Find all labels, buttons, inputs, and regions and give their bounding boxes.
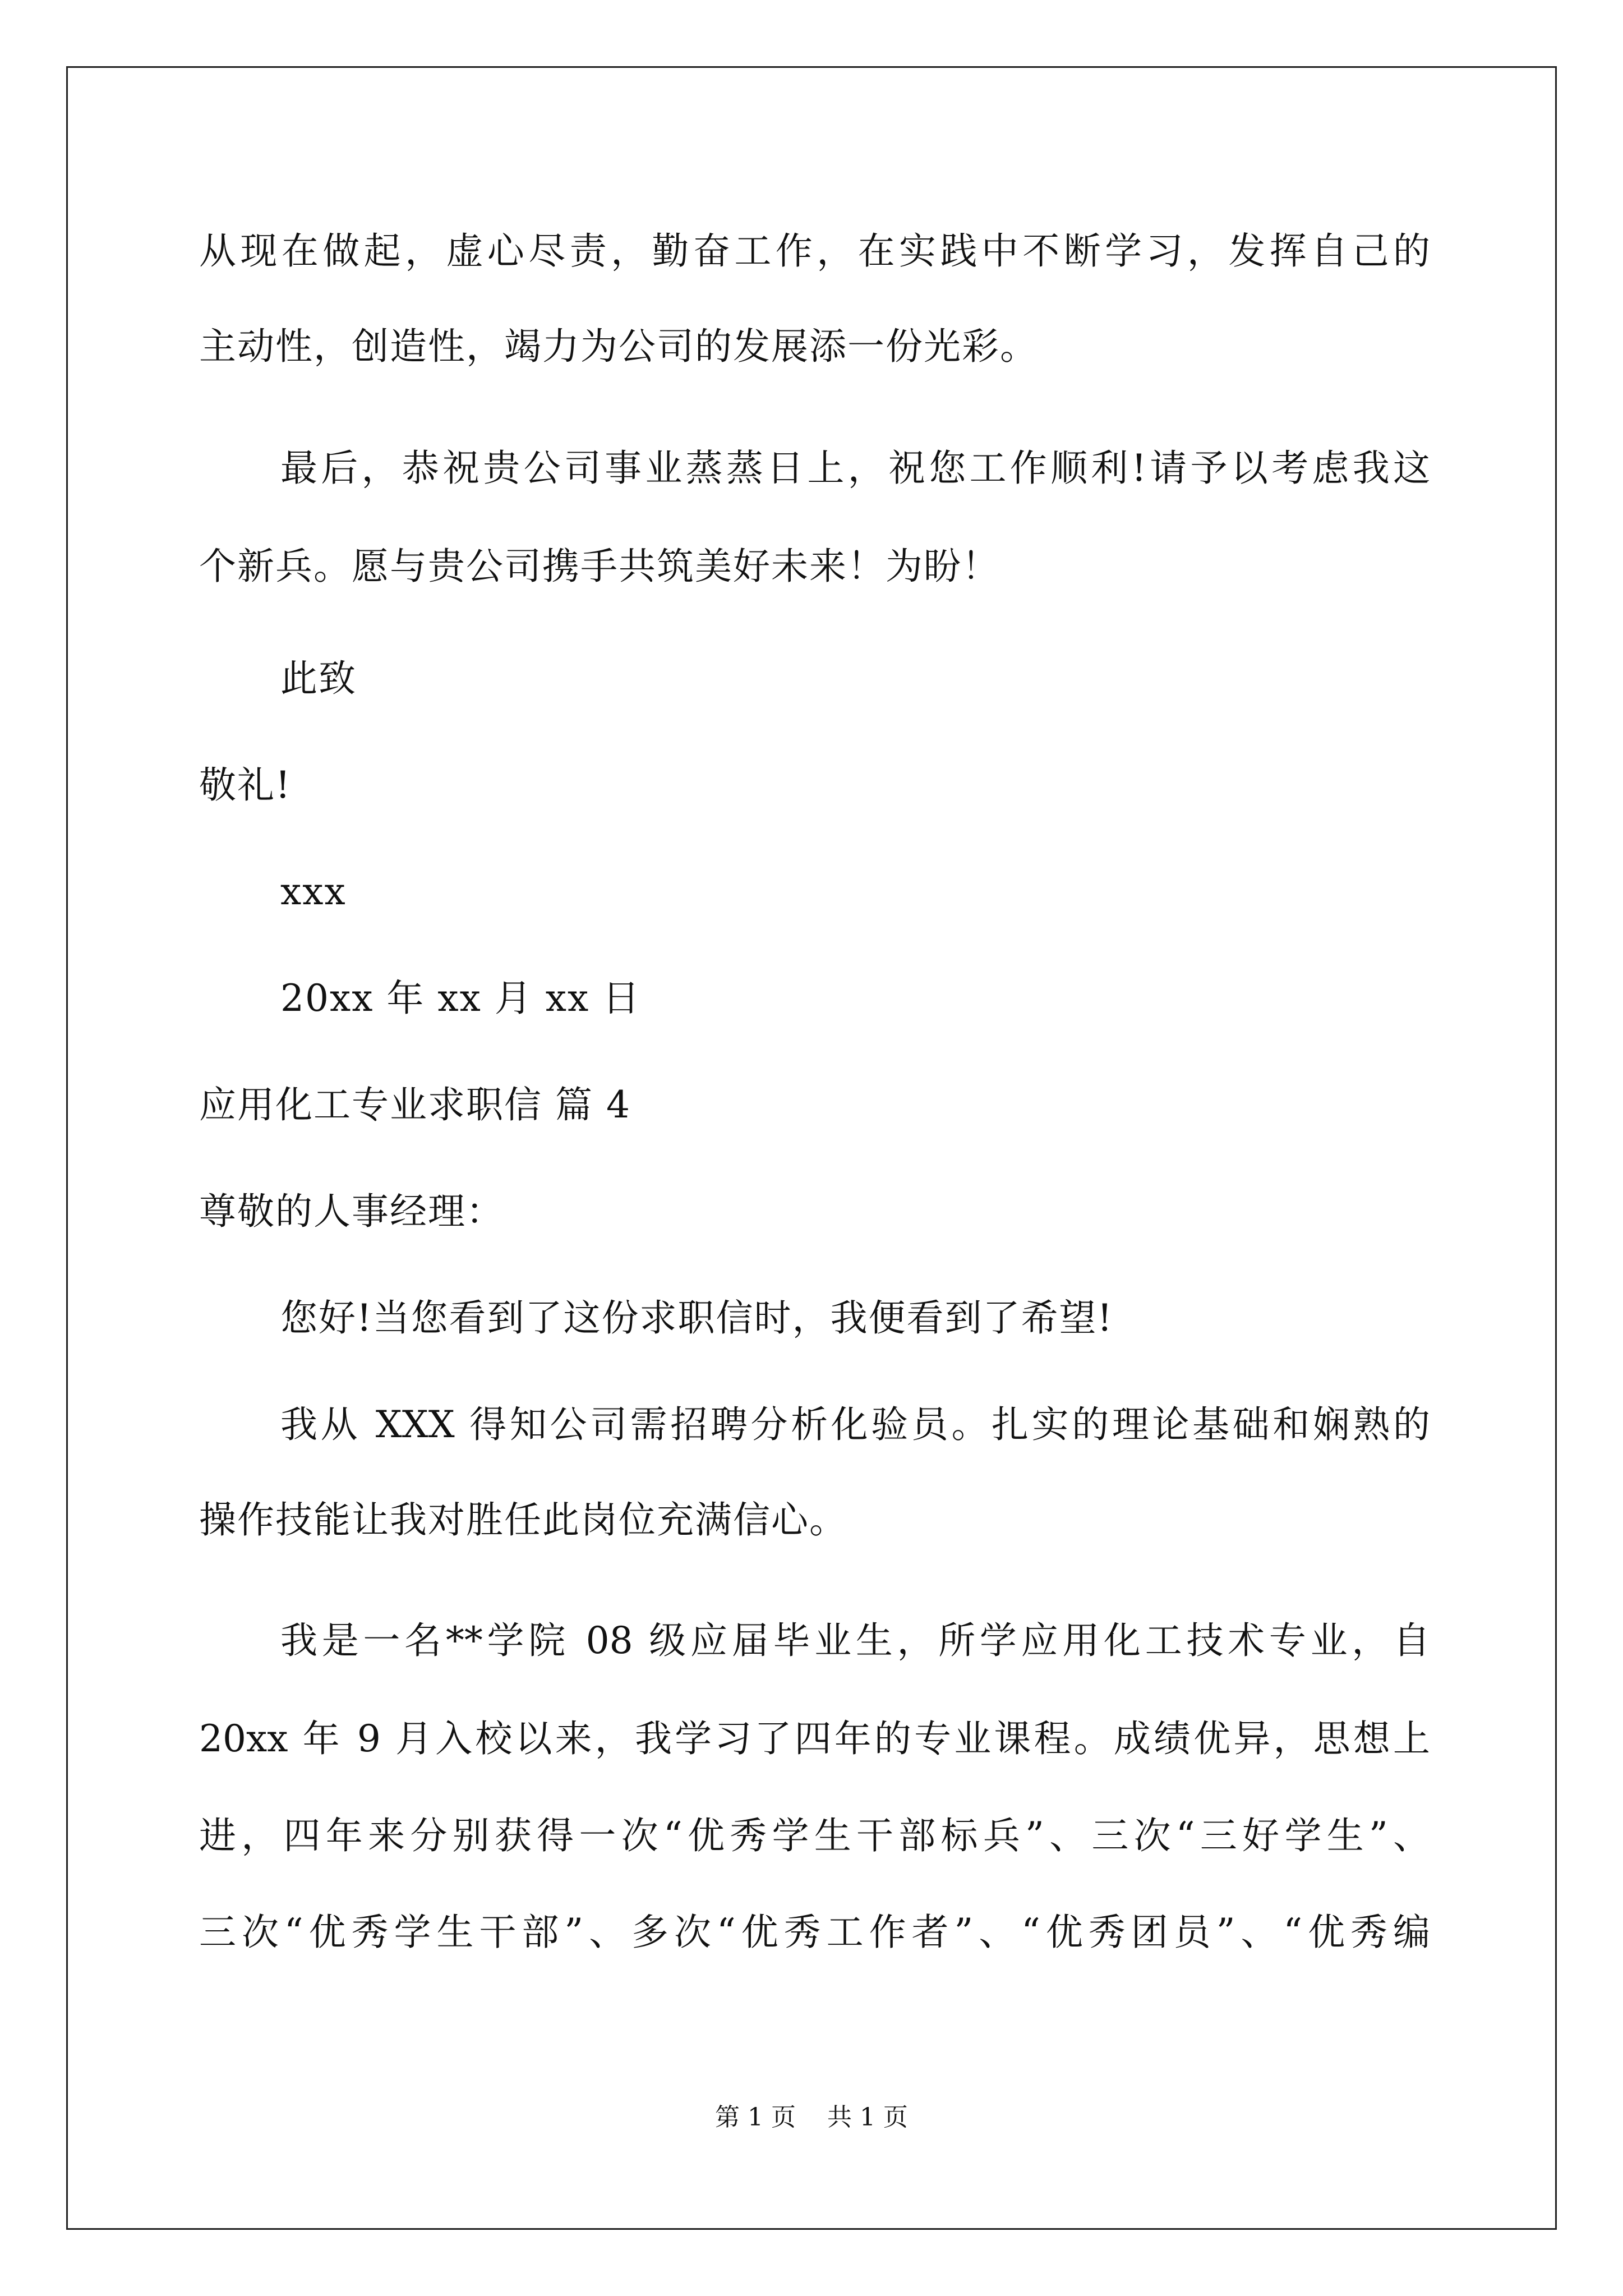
- paragraph-line: 个新兵。愿与贵公司携手共筑美好未来！为盼！: [199, 545, 1000, 588]
- letter-greeting: 尊敬的人事经理：: [199, 1190, 504, 1233]
- paragraph-line: 我从 XXX 得知公司需招聘分析化验员。扎实的理论基础和娴熟的: [280, 1403, 1430, 1446]
- paragraph-line: 最后，恭祝贵公司事业蒸蒸日上，祝您工作顺利!请予以考虑我这: [280, 447, 1430, 490]
- paragraph-line: 进，四年来分别获得一次“优秀学生干部标兵”、三次“三好学生”、: [199, 1814, 1430, 1857]
- page-footer: 第 1 页 共 1 页: [715, 2103, 908, 2132]
- paragraph-line: 操作技能让我对胜任此岗位充满信心。: [199, 1498, 847, 1542]
- section-heading: 应用化工专业求职信 篇 4: [199, 1083, 631, 1126]
- paragraph-line: 从现在做起，虚心尽责，勤奋工作，在实践中不断学习，发挥自己的: [199, 229, 1430, 273]
- signature-date: 20xx 年 xx 月 xx 日: [280, 977, 641, 1020]
- page-border: [66, 66, 1557, 2230]
- paragraph-line: 主动性，创造性，竭力为公司的发展添一份光彩。: [199, 325, 1038, 368]
- paragraph-line: 三次“优秀学生干部”、多次“优秀工作者”、“优秀团员”、“优秀编: [199, 1911, 1430, 1954]
- closing-regards: 敬礼!: [199, 763, 292, 807]
- closing-salutation: 此致: [280, 657, 357, 700]
- paragraph-line: 我是一名**学院 08 级应届毕业生，所学应用化工技术专业，自: [280, 1619, 1430, 1662]
- signature-name: xxx: [280, 870, 347, 913]
- paragraph-line: 您好!当您看到了这份求职信时，我便看到了希望!: [280, 1296, 1114, 1340]
- paragraph-line: 20xx 年 9 月入校以来，我学习了四年的专业课程。成绩优异，思想上: [199, 1717, 1430, 1760]
